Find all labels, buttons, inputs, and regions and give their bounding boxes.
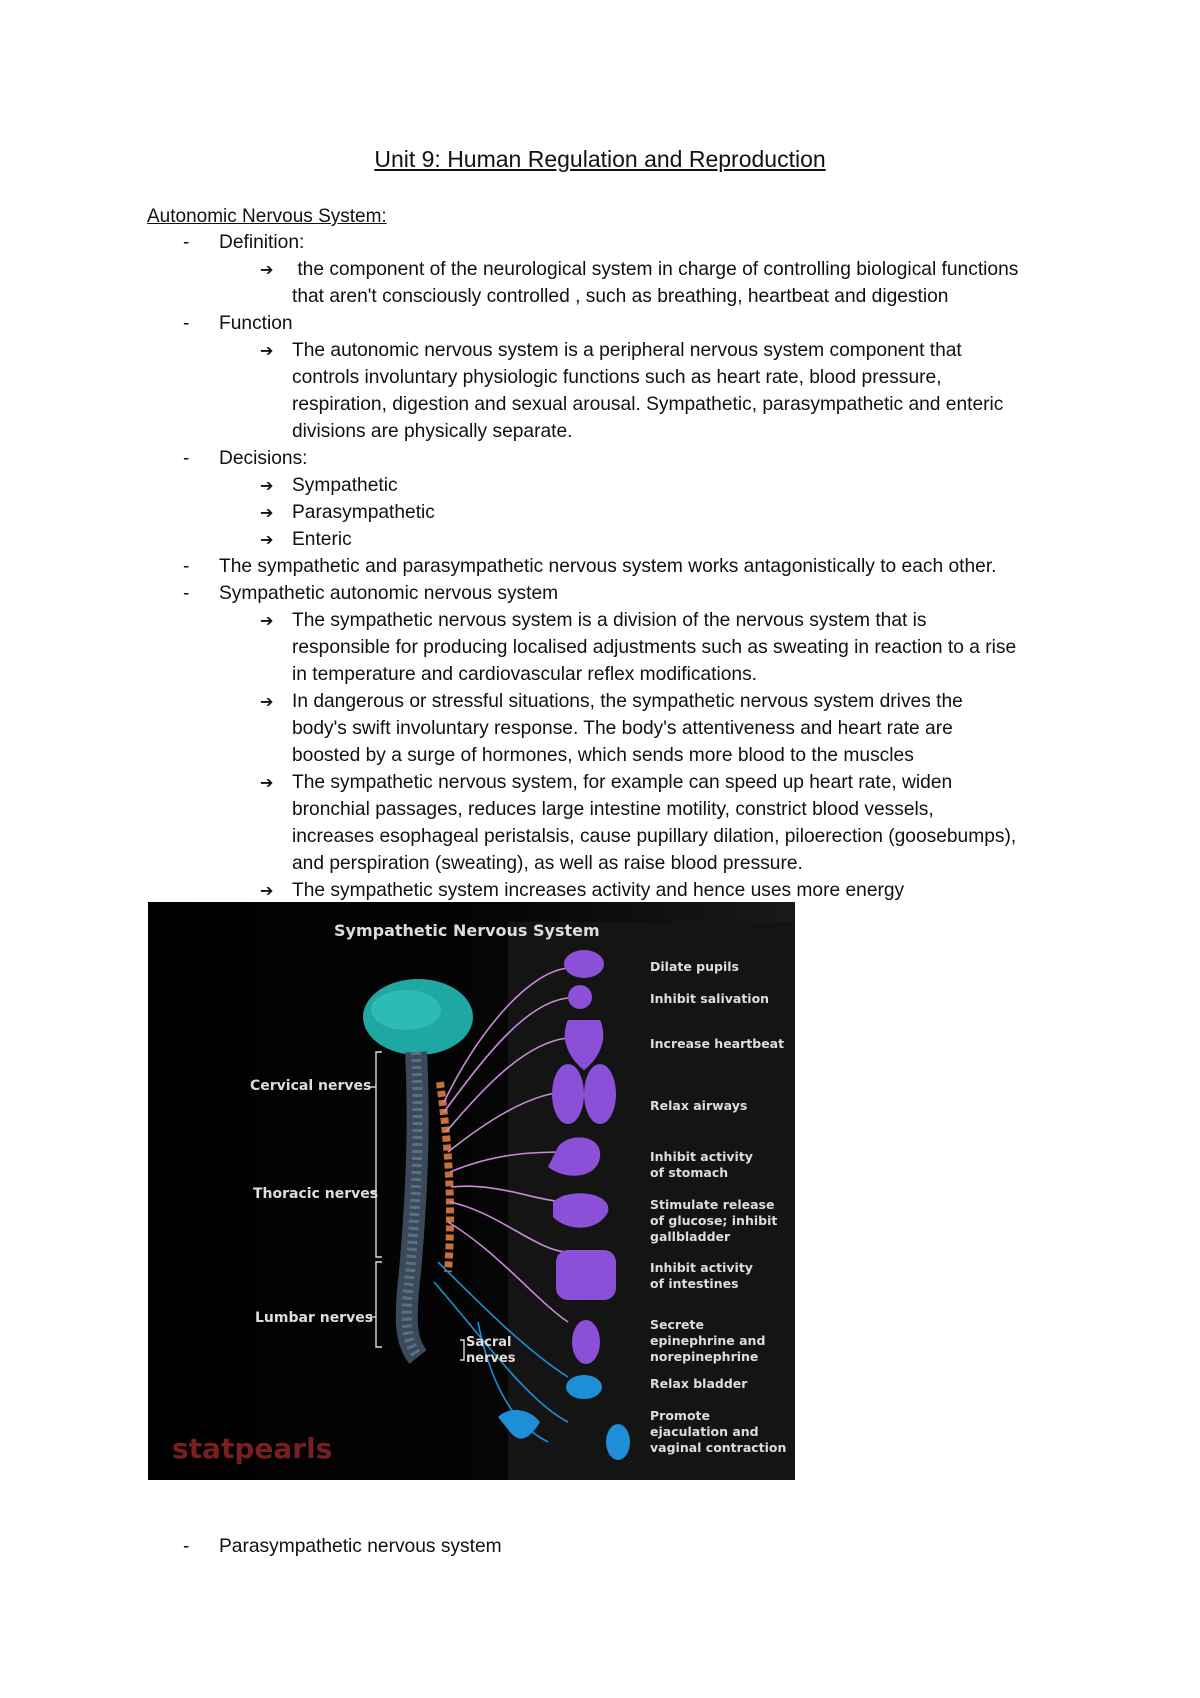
sympathetic-point-4: ➔ The sympathetic system increases activity and hence uses more energy — [260, 878, 904, 906]
lung-left-icon — [552, 1064, 584, 1124]
effect-stimulate-glucose: Stimulate release — [650, 1197, 775, 1212]
sympathetic-point-3-cont: increases esophageal peristalsis, cause pupillary dilation, piloerection (goosebumps), — [292, 826, 1017, 847]
arrow-bullet-icon: ➔ — [260, 262, 274, 279]
function-text-cont: respiration, digestion and sexual arousal. Sympathetic, parasympathetic and enteric — [292, 394, 1004, 415]
dash-bullet: - — [183, 448, 190, 469]
arrow-bullet-icon: ➔ — [260, 478, 274, 495]
effect-dilate-pupils: Dilate pupils — [650, 959, 739, 974]
dash-bullet: - — [183, 556, 190, 577]
reproductive-organ-icon — [606, 1424, 630, 1460]
function-text: ➔ The autonomic nervous system is a peripheral nervous system component that — [260, 338, 962, 366]
function-text-cont: controls involuntary physiologic functions such as heart rate, blood pressure, — [292, 367, 942, 388]
effect-promote: Promote — [650, 1408, 710, 1423]
definition-text: ➔ the component of the neurological system in charge of controlling biological functions — [260, 257, 1018, 285]
sacral-nerves-label: Sacral — [466, 1335, 512, 1350]
effect-secrete-2: epinephrine and — [650, 1333, 766, 1348]
arrow-bullet-icon: ➔ — [260, 775, 274, 792]
antagonistic-item: - The sympathetic and parasympathetic nervous system works antagonistically to each other. — [183, 554, 996, 581]
sacral-nerves-label-2: nerves — [466, 1351, 516, 1366]
arrow-bullet-icon: ➔ — [260, 343, 274, 360]
page-title: Unit 9: Human Regulation and Reproduction — [374, 146, 826, 172]
definition-text-cont: that aren't consciously controlled , such as breathing, heartbeat and digestion — [292, 286, 949, 307]
figure-title: Sympathetic Nervous System — [334, 921, 600, 940]
bladder-icon — [566, 1375, 602, 1399]
sympathetic-point-1-cont: responsible for producing localised adjustments such as sweating in reaction to a rise — [292, 637, 1017, 658]
effect-relax-airways: Relax airways — [650, 1098, 748, 1113]
salivary-gland-icon — [568, 985, 592, 1009]
sympathetic-point-1-cont: in temperature and cardiovascular reflex modifications. — [292, 664, 757, 685]
sympathetic-item — [183, 581, 558, 608]
dash-bullet: - — [183, 313, 190, 334]
section-heading: Autonomic Nervous System: — [147, 206, 387, 227]
effect-increase-heartbeat: Increase heartbeat — [650, 1036, 785, 1051]
effect-secrete-3: norepinephrine — [650, 1349, 759, 1364]
effect-inhibit-salivation: Inhibit salivation — [650, 991, 770, 1006]
adrenal-kidney-icon — [572, 1320, 600, 1364]
decision-sympathetic: ➔ Sympathetic — [260, 473, 398, 501]
effect-secrete: Secrete — [650, 1317, 704, 1332]
sympathetic-point-3-cont: and perspiration (sweating), as well as raise blood pressure. — [292, 853, 803, 874]
sympathetic-point-2: ➔ In dangerous or stressful situations, the sympathetic nervous system drives the — [260, 689, 963, 717]
arrow-bullet-icon: ➔ — [260, 694, 274, 711]
lumbar-nerves-label: Lumbar nerves — [255, 1310, 374, 1326]
sympathetic-point-3-cont: bronchial passages, reduces large intestine motility, constrict blood vessels, — [292, 799, 934, 820]
effect-promote-3: vaginal contraction — [650, 1440, 787, 1455]
decision-enteric: ➔ Enteric — [260, 527, 352, 555]
statpearls-watermark: statpearls — [172, 1432, 333, 1465]
effect-inhibit-stomach-2: of stomach — [650, 1165, 729, 1180]
function-label: Function — [219, 313, 293, 334]
lung-right-icon — [584, 1064, 616, 1124]
arrow-bullet-icon: ➔ — [260, 883, 274, 900]
figure-illustration — [148, 902, 795, 1480]
effect-promote-2: ejaculation and — [650, 1424, 759, 1439]
intestines-icon — [556, 1250, 616, 1300]
brain-highlight — [371, 990, 441, 1030]
parasympathetic-item: - Parasympathetic nervous system — [183, 1534, 502, 1561]
sympathetic-point-2-cont: body's swift involuntary response. The body's attentiveness and heart rate are — [292, 718, 953, 739]
arrow-bullet-icon: ➔ — [260, 613, 274, 630]
eye-icon — [564, 950, 604, 978]
effect-stimulate-glucose-2: of glucose; inhibit — [650, 1213, 778, 1228]
effect-inhibit-intestines-2: of intestines — [650, 1276, 739, 1291]
arrow-bullet-icon: ➔ — [260, 532, 274, 549]
dash-bullet: - — [183, 1536, 190, 1557]
decisions-label: Decisions: — [219, 448, 308, 469]
cervical-nerves-label: Cervical nerves — [250, 1078, 372, 1094]
sympathetic-point-2-cont: boosted by a surge of hormones, which sends more blood to the muscles — [292, 745, 914, 766]
decisions-item — [183, 446, 308, 473]
dash-bullet: - — [183, 583, 190, 604]
effect-relax-bladder: Relax bladder — [650, 1376, 748, 1391]
effect-inhibit-intestines: Inhibit activity — [650, 1260, 753, 1275]
function-item — [183, 311, 293, 338]
effect-stimulate-glucose-3: gallbladder — [650, 1229, 731, 1244]
arrow-bullet-icon: ➔ — [260, 505, 274, 522]
function-text-cont: divisions are physically separate. — [292, 421, 573, 442]
dash-bullet: - — [183, 232, 190, 253]
decision-parasympathetic: ➔ Parasympathetic — [260, 500, 435, 528]
sympathetic-point-1: ➔ The sympathetic nervous system is a division of the nervous system that is — [260, 608, 927, 636]
effect-inhibit-stomach: Inhibit activity — [650, 1149, 753, 1164]
sympathetic-label: Sympathetic autonomic nervous system — [219, 583, 559, 604]
definition-item — [183, 230, 304, 257]
definition-label: Definition: — [219, 232, 305, 253]
thoracic-nerves-label: Thoracic nerves — [253, 1186, 379, 1202]
sympathetic-point-3: ➔ The sympathetic nervous system, for example can speed up heart rate, widen — [260, 770, 952, 798]
sympathetic-nervous-system-figure — [148, 902, 795, 1480]
